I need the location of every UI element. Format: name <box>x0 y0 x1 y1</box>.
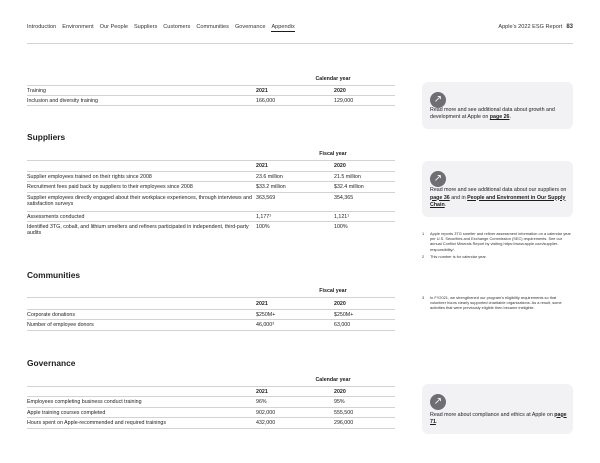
cell-2021: 432,000 <box>256 420 276 426</box>
table-row <box>27 192 395 208</box>
header-year-2020: 2020 <box>334 163 346 169</box>
suppliers-table <box>27 151 395 241</box>
cell-2021: 363,569 <box>256 195 276 201</box>
nav-link-our-people[interactable]: Our People <box>99 24 128 30</box>
nav-link-customers[interactable]: Customers <box>163 24 191 30</box>
suppliers-info-card[interactable] <box>422 161 573 217</box>
footnote-3 <box>422 295 573 313</box>
row-label: Corporate donations <box>27 312 75 318</box>
header-divider <box>27 43 573 44</box>
table-row <box>27 319 395 329</box>
cell-2020: 63,000 <box>334 322 351 328</box>
table-row <box>27 417 395 427</box>
table-row <box>27 396 395 406</box>
cell-2021: 166,000 <box>256 98 276 104</box>
communities-group-header: Fiscal year <box>319 288 347 294</box>
cell-2020: 354,365 <box>334 195 354 201</box>
cell-2021: 96% <box>256 399 267 405</box>
nav-link-introduction[interactable]: Introduction <box>27 24 57 30</box>
header-year-2021: 2021 <box>256 301 268 307</box>
nav-link-communities[interactable]: Communities <box>196 24 229 30</box>
row-label: Supplier employees trained on their rights since 2008 <box>27 174 152 180</box>
table-bottom-rule <box>27 105 395 106</box>
cell-2020: 129,000 <box>334 98 354 104</box>
footnotes-1-2 <box>422 231 573 261</box>
governance-title: Governance <box>27 358 76 368</box>
diversity-info-card[interactable] <box>422 82 573 129</box>
cell-2020: 555,500 <box>334 410 354 416</box>
page-number: 83 <box>566 24 573 30</box>
arrow-up-right-icon[interactable]: ↗ <box>430 92 446 108</box>
card-text: Read more and see additional data about growth and development at Apple on page 26. <box>430 106 555 120</box>
header-label: Training <box>27 88 46 94</box>
row-label: Number of employee donors <box>27 322 94 328</box>
table-row <box>27 171 395 181</box>
footnote: 1 Apple reports 3TG smelter and refiner assessment information on a calendar year per U.S. Securities and Exchange Commission (SEC) requirements. See our annual Conflict Minerals Report by visiting https://www.apple.com/supplier-responsibility/. <box>422 231 571 252</box>
header-year-2021: 2021 <box>256 88 268 94</box>
nav-link-appendix[interactable]: Appendix <box>271 24 295 30</box>
header-year-2020: 2020 <box>334 88 346 94</box>
row-label: Supplier employees directly engaged about their workplace experiences, through interviews and satisfaction surveys <box>27 195 252 208</box>
arrow-up-right-icon[interactable]: ↗ <box>430 394 446 410</box>
cell-2021: 23.6 million <box>256 174 283 180</box>
suppliers-title: Suppliers <box>27 132 66 142</box>
report-title: Apple’s 2022 ESG Report <box>498 24 563 30</box>
footnote: 2 This number is for calendar year. <box>422 253 487 259</box>
cell-2021: 1,177¹ <box>256 214 272 220</box>
top-nav <box>27 24 573 34</box>
cell-2020: 95% <box>334 399 345 405</box>
header-year-2020: 2020 <box>334 389 346 395</box>
communities-title: Communities <box>27 270 81 280</box>
section-links <box>27 24 295 32</box>
table-bottom-rule <box>27 428 395 429</box>
cell-2020: 1,121¹ <box>334 214 350 220</box>
table-header-row <box>27 160 395 170</box>
training-group-header: Calendar year <box>315 76 351 82</box>
cell-2021: 46,000³ <box>256 322 274 328</box>
table-header-row <box>27 85 395 94</box>
footnote: 3 In FY2021, we strengthened our program’s eligibility requirements so that volunteer hours clearly supported charitable organizations. As a result, some activities that were previously eligible then became ineligible. <box>422 295 562 311</box>
nav-link-governance[interactable]: Governance <box>234 24 266 30</box>
table-row <box>27 181 395 191</box>
table-header-row <box>27 297 395 309</box>
row-label: Apple training courses completed <box>27 410 106 416</box>
card-text: Read more and see additional data about our suppliers on page 36 and in People and Environment in Our Supply Chain. <box>430 187 567 208</box>
header-year-2021: 2021 <box>256 163 268 169</box>
table-row <box>27 309 395 319</box>
cell-2021: 100% <box>256 224 270 230</box>
table-row <box>27 407 395 417</box>
row-label: Assessments conducted <box>27 214 85 220</box>
cell-2020: $32.4 million <box>334 184 364 190</box>
table-row <box>27 95 395 104</box>
table-row <box>27 221 395 237</box>
row-label: Inclusion and diversity training <box>27 98 98 104</box>
communities-table <box>27 288 395 333</box>
governance-group-header: Calendar year <box>315 377 351 383</box>
cell-2020: 21.5 million <box>334 174 361 180</box>
row-label: Identified 3TG, cobalt, and lithium smelters and refiners participated in independent, third-party audits <box>27 224 249 237</box>
nav-link-suppliers[interactable]: Suppliers <box>133 24 158 30</box>
governance-table <box>27 377 395 431</box>
cell-2021: 902,000 <box>256 410 276 416</box>
row-label: Hours spent on Apple-recommended and required trainings <box>27 420 166 426</box>
suppliers-group-header: Fiscal year <box>319 151 347 157</box>
arrow-up-right-icon[interactable]: ↗ <box>430 171 446 187</box>
training-table <box>27 76 395 110</box>
table-bottom-rule <box>27 330 395 331</box>
table-header-row <box>27 386 395 396</box>
header-year-2021: 2021 <box>256 389 268 395</box>
nav-link-environment[interactable]: Environment <box>62 24 94 30</box>
report-header <box>498 24 573 30</box>
header-year-2020: 2020 <box>334 301 346 307</box>
table-row <box>27 211 395 221</box>
page-36-link[interactable]: page 36 <box>430 194 450 201</box>
page-26-link[interactable]: page 26 <box>489 113 510 120</box>
cell-2020: 296,000 <box>334 420 354 426</box>
cell-2020: 100% <box>334 224 348 230</box>
cell-2021: $250M+ <box>256 312 276 318</box>
people-environment-link[interactable]: People and Environment in Our Supply Chain <box>430 194 566 208</box>
governance-info-card[interactable] <box>422 384 573 434</box>
row-label: Employees completing business conduct training <box>27 399 142 405</box>
page-71-link[interactable]: page 71 <box>430 411 567 425</box>
card-text: Read more about compliance and ethics at Apple on page 71. <box>430 411 567 425</box>
row-label: Recruitment fees paid back by suppliers to their employees since 2008 <box>27 184 193 190</box>
cell-2021: $33.2 million <box>256 184 286 190</box>
cell-2020: $250M+ <box>334 312 354 318</box>
